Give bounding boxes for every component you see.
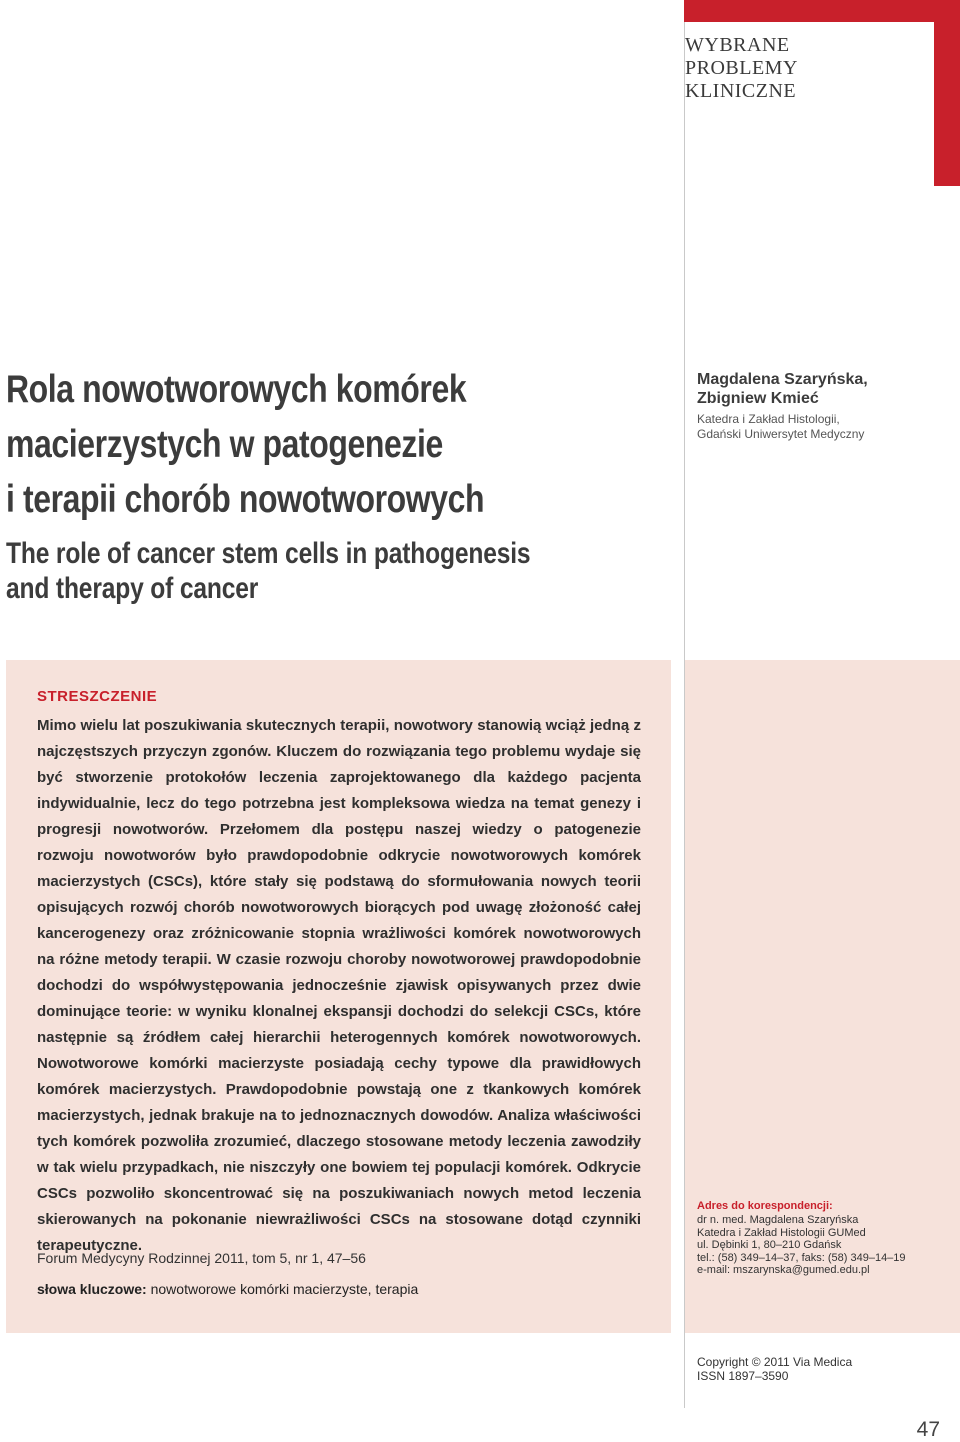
citation: Forum Medycyny Rodzinnej 2011, tom 5, nr 1, 47–56 xyxy=(37,1250,366,1266)
title-line: The role of cancer stem cells in pathogenesis xyxy=(6,537,531,570)
correspondence-line: ul. Dębinki 1, 80–210 Gdańsk xyxy=(697,1239,842,1251)
header-accent-bar xyxy=(684,0,934,22)
correspondence-line: tel.: (58) 349–14–37, faks: (58) 349–14–19 xyxy=(697,1251,906,1264)
correspondence-address xyxy=(697,1214,937,1277)
keywords-label: słowa kluczowe: xyxy=(37,1281,147,1297)
section-label-line: PROBLEMY xyxy=(685,57,798,79)
copyright-line: Copyright © 2011 Via Medica xyxy=(697,1355,853,1369)
author-line: Zbigniew Kmieć xyxy=(697,390,819,407)
keywords xyxy=(37,1281,637,1297)
section-label xyxy=(685,34,925,103)
affiliation-line: Katedra i Zakład Histologii, xyxy=(697,412,840,426)
title-line: macierzystych w patogenezie xyxy=(6,423,443,466)
keywords-value: nowotworowe komórki macierzyste, terapia xyxy=(150,1281,419,1297)
section-label-line: KLINICZNE xyxy=(685,80,797,102)
page-number: 47 xyxy=(916,1418,940,1441)
correspondence-email[interactable]: e-mail: mszarynska@gumed.edu.pl xyxy=(697,1264,870,1276)
title-line: Rola nowotworowych komórek xyxy=(6,368,467,411)
article-title-english xyxy=(6,536,678,606)
abstract-text: Mimo wielu lat poszukiwania skutecznych terapii, nowotwory stanowią wciąż jedną z najczęstszych przyczyn zgonów. Kluczem do rozwiązania tego problemu wydaje się być stworzenie protokołów leczenia zaprojektowanego dla każdego pacjenta indywidualnie, lecz do tego potrzebna jest kompleksowa wiedza na temat genezy i progresji nowotworów. Przełomem dla postępu naszej wiedzy o patogenezie rozwoju nowotworów było prawdopodobnie odkrycie nowotworowych komórek macierzystych (CSCs), które stały się podstawą do sformułowania nowych teorii opisujących rozwój chorób nowotworowych biorących pod uwagę złożoność całej kancerogenezy oraz zróżnicowanie stopnia wrażliwości komórek nowotworowych na różne metody terapii. W czasie rozwoju choroby nowotworowej prawdopodobnie dochodzi do współwystępowania jednocześnie zjawisk opisywanych przez dwie dominujące teorie: w wyniku klonalnej ekspansji dochodzi do selekcji CSCs, które następnie są źródłem całej hierarchii heterogennych komórek nowotworowych. Nowotworowe komórki macierzyste posiadają cechy typowe dla prawidłowych komórek macierzystych. Prawdopodobnie powstają one z tkankowych komórek macierzystych, jednak brakuje na to jednoznacznych dowodów. Analiza właściwości tych komórek pozwoliła zrozumieć, dlaczego stosowane metody leczenia zawodziły w tak wielu przypadkach, nie niszczyły one bowiem tej populacji komórek. Odkrycie CSCs pozwoliło skoncentrować się na poszukiwaniach nowych metod leczenia skierowanych na pokonanie niewrażliwości CSCs na stosowane dotąd czynniki terapeutyczne. xyxy=(37,717,641,1254)
authors xyxy=(697,370,947,408)
correspondence-heading: Adres do korespondencji: xyxy=(697,1200,833,1212)
issn-line: ISSN 1897–3590 xyxy=(697,1369,789,1383)
abstract-heading: STRESZCZENIE xyxy=(37,688,158,705)
author-line: Magdalena Szaryńska, xyxy=(697,371,868,388)
affiliation xyxy=(697,412,947,442)
correspondence-line: Katedra i Zakład Histologii GUMed xyxy=(697,1226,866,1239)
title-line: i terapii chorób nowotworowych xyxy=(6,478,485,521)
correspondence-line: dr n. med. Magdalena Szaryńska xyxy=(697,1214,859,1226)
article-title-polish xyxy=(6,362,678,527)
title-line: and therapy of cancer xyxy=(6,572,259,605)
affiliation-line: Gdański Uniwersytet Medyczny xyxy=(697,427,865,441)
header-accent-tab xyxy=(934,0,960,186)
section-label-line: WYBRANE xyxy=(685,34,790,56)
copyright xyxy=(697,1355,937,1383)
